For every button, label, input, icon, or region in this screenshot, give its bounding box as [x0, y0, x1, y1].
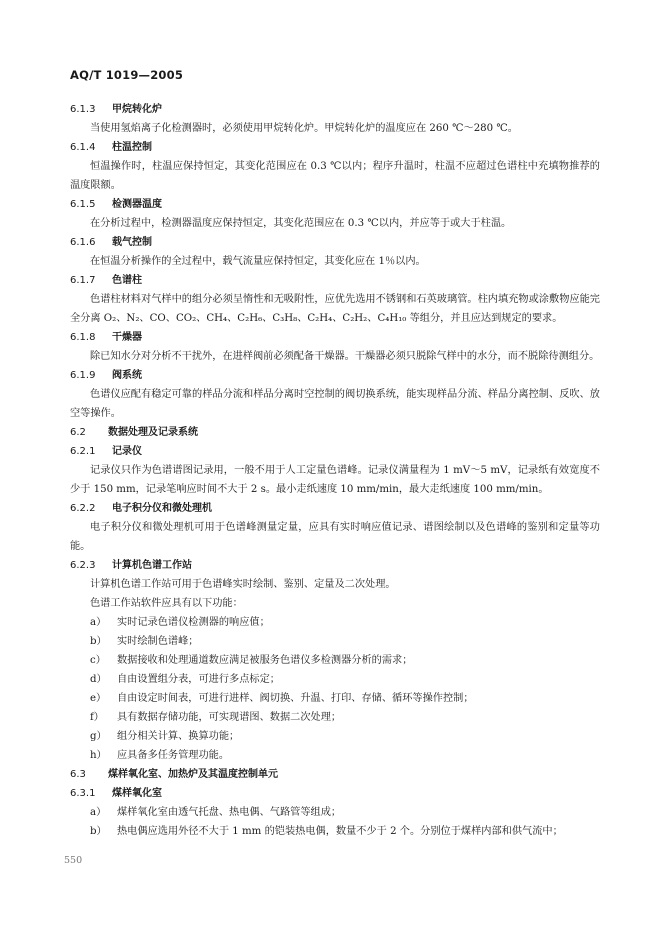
section-title: 检测器温度 — [112, 199, 162, 210]
section-title: 阀系统 — [112, 370, 142, 381]
section-title: 数据处理及记录系统 — [108, 427, 198, 438]
section-title: 记录仪 — [112, 446, 142, 457]
section-number: 6.2.2 — [70, 503, 96, 514]
list-item — [70, 727, 600, 746]
list-item — [70, 613, 600, 632]
section-number: 6.2.3 — [70, 560, 96, 571]
list-marker: b） — [90, 636, 107, 647]
list-item-text: 热电偶应选用外径不大于 1 mm 的铠装热电偶，数量不少于 2 个。分别位于煤样内部和供气流中； — [117, 826, 563, 837]
section-title: 载气控制 — [112, 237, 152, 248]
paragraph: 在恒温分析操作的全过程中，载气流量应保持恒定，其变化应在 1％以内。 — [90, 256, 426, 267]
paragraph: 记录仪只作为色谱谱图记录用，一般不用于人工定量色谱峰。记录仪满量程为 1 mV～5 mV，记录纸有效宽度不少于 150 mm，记录笔响应时间不大于 2 s。最小走纸速度 10 mm/min，最大走纸速度 100 mm/min。 — [70, 465, 600, 495]
section-heading — [70, 328, 600, 347]
section-number: 6.1.8 — [70, 332, 96, 343]
section-number: 6.2.1 — [70, 446, 96, 457]
list-item — [70, 689, 600, 708]
section-title: 色谱柱 — [112, 275, 142, 286]
section-heading — [70, 499, 600, 518]
list-item-text: 煤样氧化室由透气托盘、热电偶、气路管等组成； — [117, 807, 342, 818]
paragraph: 计算机色谱工作站可用于色谱峰实时绘制、鉴别、定量及二次处理。 — [90, 579, 396, 590]
paragraph: 恒温操作时，柱温应保持恒定，其变化范围应在 0.3 ℃以内；程序升温时，柱温不应超过色谱柱中充填物推荐的温度限额。 — [70, 161, 600, 191]
list-item-text: 组分相关计算、换算功能； — [117, 731, 240, 742]
paragraph: 除已知水分对分析不干扰外，在进样阀前必须配备干燥器。干燥器必须只脱除气样中的水分，而不脱除待测组分。 — [90, 351, 600, 362]
section-heading — [70, 442, 600, 461]
list-item-text: 数据接收和处理通道数应满足被服务色谱仪多检测器分析的需求； — [117, 655, 413, 666]
section-title: 煤样氧化室 — [112, 788, 162, 799]
section-title: 计算机色谱工作站 — [112, 560, 192, 571]
list-marker: g） — [90, 731, 107, 742]
page-number: 550 — [64, 855, 83, 866]
section-title: 煤样氧化室、加热炉及其温度控制单元 — [108, 769, 278, 780]
paragraph: 色谱柱材料对气样中的组分必须呈惰性和无吸附性，应优先选用不锈钢和石英玻璃管。柱内填充物或涂敷物应能完全分离 O₂、N₂、CO、CO₂、CH₄、C₂H₆、C₃H₈、C₂H₄、C₂H₂、C₄H₁₀ 等组分，并且应达到规定的要求。 — [70, 294, 600, 324]
list-marker: b） — [90, 826, 107, 837]
list-marker: h） — [90, 750, 107, 761]
paragraph: 电子积分仪和微处理机可用于色谱峰测量定量，应具有实时响应值记录、谱图绘制以及色谱峰的鉴别和定量等功能。 — [70, 522, 600, 552]
paragraph: 色谱仪应配有稳定可靠的样品分流和样品分离时空控制的阀切换系统，能实现样品分流、样品分离控制、反吹、放空等操作。 — [70, 389, 600, 419]
list-item-text: 实时绘制色谱峰； — [117, 636, 199, 647]
section-heading — [70, 784, 600, 803]
section-number: 6.1.5 — [70, 199, 96, 210]
list-item-text: 应具备多任务管理功能。 — [117, 750, 230, 761]
section-number: 6.3.1 — [70, 788, 96, 799]
section-heading — [70, 556, 600, 575]
list-item — [70, 803, 600, 822]
list-item-text: 具有数据存储功能，可实现谱图、数据二次处理； — [117, 712, 342, 723]
section-number: 6.1.3 — [70, 104, 96, 115]
list-marker: d） — [90, 674, 107, 685]
list-marker: c） — [90, 655, 106, 666]
section-number: 6.1.4 — [70, 142, 96, 153]
paragraph: 在分析过程中，检测器温度应保持恒定，其变化范围应在 0.3 ℃以内，并应等于或大于柱温。 — [90, 218, 512, 229]
section-number: 6.1.9 — [70, 370, 96, 381]
section-number: 6.1.6 — [70, 237, 96, 248]
section-heading — [70, 765, 600, 784]
section-number: 6.2 — [70, 427, 86, 438]
section-heading — [70, 366, 600, 385]
list-marker: e） — [90, 693, 107, 704]
section-number: 6.1.7 — [70, 275, 96, 286]
standard-code-header: AQ/T 1019—2005 — [70, 68, 184, 82]
section-title: 干燥器 — [112, 332, 142, 343]
list-marker: a） — [90, 807, 107, 818]
list-item — [70, 746, 600, 765]
list-item — [70, 670, 600, 689]
section-heading — [70, 233, 600, 252]
list-item-text: 自由设定时间表，可进行进样、阀切换、升温、打印、存储、循环等操作控制； — [117, 693, 474, 704]
list-item — [70, 822, 600, 841]
list-marker: f） — [90, 712, 104, 723]
section-heading — [70, 271, 600, 290]
list-marker: a） — [90, 617, 107, 628]
section-heading — [70, 195, 600, 214]
document-body — [70, 100, 600, 841]
paragraph: 当使用氢焰离子化检测器时，必须使用甲烷转化炉。甲烷转化炉的温度应在 260 ℃～280 ℃。 — [90, 123, 518, 134]
list-item — [70, 632, 600, 651]
section-heading — [70, 138, 600, 157]
list-item-text: 实时记录色谱仪检测器的响应值； — [117, 617, 270, 628]
section-number: 6.3 — [70, 769, 86, 780]
list-item — [70, 708, 600, 727]
section-heading — [70, 423, 600, 442]
section-heading — [70, 100, 600, 119]
list-item-text: 自由设置组分表，可进行多点标定； — [117, 674, 280, 685]
section-title: 电子积分仪和微处理机 — [112, 503, 212, 514]
section-title: 甲烷转化炉 — [112, 104, 162, 115]
list-item — [70, 651, 600, 670]
section-title: 柱温控制 — [112, 142, 152, 153]
paragraph: 色谱工作站软件应具有以下功能： — [90, 598, 243, 609]
